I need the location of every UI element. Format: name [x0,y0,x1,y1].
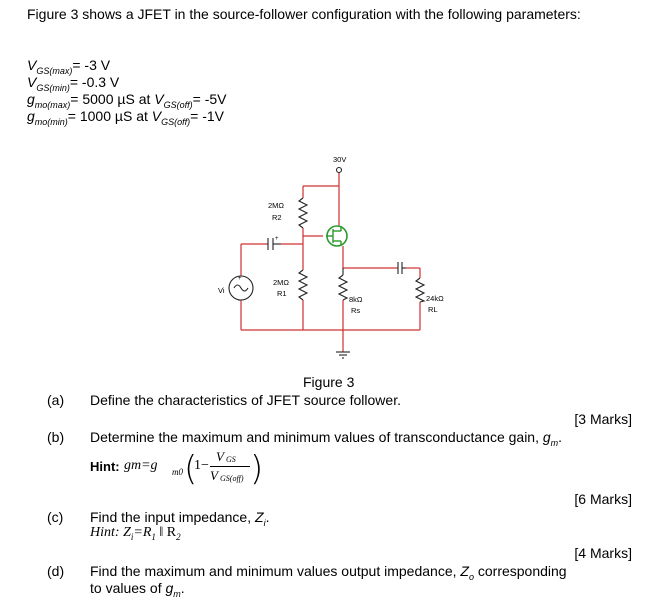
hint-c-label: Hint: [90,525,120,540]
question-b-text: Determine the maximum and minimum values of transconductance gain, $g_m$. [90,429,563,448]
question-a-text: Define the characteristics of JFET source follower. [90,392,401,408]
rs-name: Rs [351,306,361,315]
hint-b-left-paren: ( [184,449,198,489]
r1-value: 2MΩ [273,278,290,287]
question-a-letter: (a) [47,392,65,408]
cin-plus: + [275,236,279,242]
sine-icon [234,285,248,291]
question-d-text: Find the maximum and minimum values output impedance, $Z_o$ corresponding [90,563,567,582]
question-a-marks: [3 Marks] [574,411,632,427]
hint-b-lhs-sub: m0 [172,467,183,477]
source-plus: + [238,276,242,282]
hint-b-label: Hint: [90,459,120,474]
question-c-text: Find the input impedance, $Z_i$. [90,509,270,528]
r1-resistor [299,270,307,300]
hint-b-num: V [216,449,224,464]
hint-b-den: V [210,468,218,483]
param-vgs-min: $V_{GS(min)}= -0.3$ V [27,74,120,93]
rl-name: RL [428,305,438,314]
param-vgs-max: $V_{GS(max)}= -3$ V [27,57,111,76]
hint-c: Hint: $Z_i=R_1$ ‖ $R_2$ [90,525,181,542]
vi-label: Vi [218,286,225,295]
param-gmo-max: $g_{mo(max)}= 5000$ µS at $V_{GS(off)}= -5V$ [27,91,227,110]
r2-value: 2MΩ [268,201,285,210]
param-gmo-min: $g_{mo(min)}= 1000$ µS at $V_{GS(off)}= -1V$ [27,108,224,127]
vdd-terminal [337,168,342,173]
hint-b-lhs: gm=g [124,458,158,473]
question-b-marks: [6 Marks] [574,491,632,507]
rl-value: 24kΩ [426,294,444,303]
hint-b-right-paren: ) [250,449,264,489]
question-d-letter: (d) [47,563,65,579]
rl-resistor [416,278,424,302]
rs-resistor [339,275,347,300]
figure-caption: Figure 3 [303,374,355,390]
r2-resistor [299,198,307,228]
hint-b-fraction-bar [210,466,250,467]
hint-b-den-sub: GS(off) [220,474,244,483]
question-b-letter: (b) [47,429,65,445]
hint-b-num-sub: GS [226,455,236,464]
vdd-label: 30V [333,155,347,164]
source-minus: - [238,298,240,304]
question-d-text-line2: to values of $g_m$. [90,580,185,599]
question-c-letter: (c) [47,509,64,525]
question-c-marks: [4 Marks] [574,545,632,561]
r2-name: R2 [272,213,282,222]
intro-text: Figure 3 shows a JFET in the source-follower configuration with the following parameters: [27,6,581,22]
rs-value: 8kΩ [349,295,363,304]
jfet-symbol [326,226,347,246]
r1-name: R1 [277,289,287,298]
hint-b-one: 1− [194,458,209,473]
